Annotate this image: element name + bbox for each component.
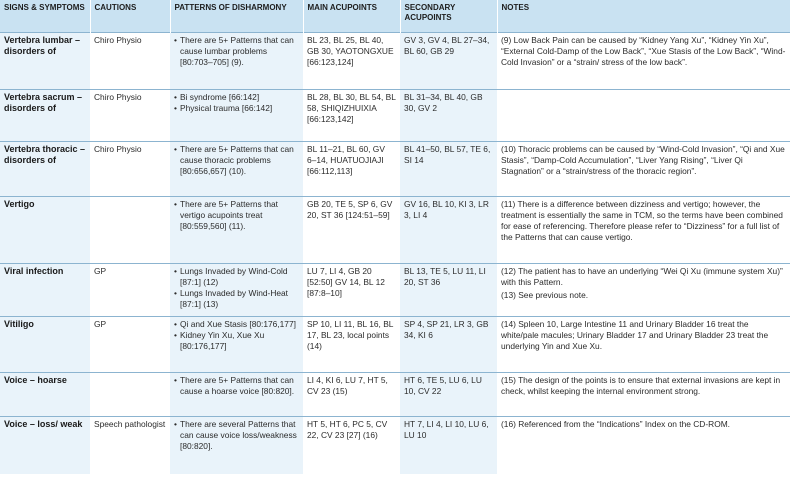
main-acupoints-cell: HT 5, HT 6, PC 5, CV 22, CV 23 [27] (16) [303,416,400,474]
table-row [0,416,790,474]
main-acupoints-cell: SP 10, LI 11, BL 16, BL 17, BL 23, local points (14) [303,316,400,372]
secondary-acupoints-cell: SP 4, SP 21, LR 3, GB 34, KI 6 [400,316,497,372]
secondary-acupoints-cell: HT 6, TE 5, LU 6, LU 10, CV 22 [400,372,497,416]
cautions-cell [90,196,170,263]
pattern-item: • Kidney Yin Xu, Xue Xu [80:176,177] [174,330,299,352]
sign-cell: Vertebra sacrum – disorders of [0,89,90,141]
cautions-cell: Chiro Physio [90,32,170,89]
notes-cell [497,32,790,89]
note-text: (13) See previous note. [501,289,589,300]
cautions-cell: GP [90,316,170,372]
secondary-acupoints-cell: BL 31–34, BL 40, GB 30, GV 2 [400,89,497,141]
secondary-acupoints-cell: HT 7, LI 4, LI 10, LU 6, LU 10 [400,416,497,474]
cautions-cell: Speech pathologist [90,416,170,474]
main-acupoints-cell: BL 23, BL 25, BL 40, GB 30, YAOTONGXUE [66:123,124] [303,32,400,89]
sign-cell: Vertebra lumbar – disorders of [0,32,90,89]
sign-cell: Vertebra thoracic – disorders of [0,141,90,196]
main-acupoints-cell: LI 4, KI 6, LU 7, HT 5, CV 23 (15) [303,372,400,416]
pattern-item: • Bi syndrome [66:142] [174,92,299,103]
table-row [0,141,790,196]
patterns-cell [170,89,303,141]
patterns-cell [170,263,303,316]
table-row [0,372,790,416]
table-row [0,32,790,89]
main-acupoints-cell: GB 20, TE 5, SP 6, GV 20, ST 36 [124:51–59] [303,196,400,263]
note-text: (11) There is a difference between dizziness and vertigo; however, the treatment is essentially the same in TCM, so the terms have been combined for ease of referencing. Therefore please refer to “Dizziness” for a full list of the Patterns that can cause vertigo. [501,198,783,242]
note-text: (9) Low Back Pain can be caused by “Kidney Yang Xu”, “Kidney Yin Xu”, “External Cold-Damp of the Low Back”, “Xue Stasis of the Low Back”, “Wind-Cold Invasion” or a “strain/ stress of the low back”. [501,34,786,67]
patterns-cell [170,316,303,372]
patterns-cell [170,196,303,263]
pattern-item: • Lungs Invaded by Wind-Cold [87:1] (12) [174,266,299,288]
table-row [0,196,790,263]
table-row [0,89,790,141]
sign-cell: Voice – loss/ weak [0,416,90,474]
pattern-item: • There are 5+ Patterns that vertigo acupoints treat [80:559,560] (11). [174,199,299,232]
note-text: (16) Referenced from the “Indications” Index on the CD-ROM. [501,418,731,429]
sign-cell: Voice – hoarse [0,372,90,416]
notes-cell [497,141,790,196]
secondary-acupoints-cell: BL 41–50, BL 57, TE 6, SI 14 [400,141,497,196]
patterns-cell [170,141,303,196]
patterns-cell [170,32,303,89]
sign-cell: Vertigo [0,196,90,263]
pattern-item: • Lungs Invaded by Wind-Heat [87:1] (13) [174,288,299,310]
cautions-cell: GP [90,263,170,316]
header-secondary-acupoints: SECONDARY ACUPOINTS [400,0,497,32]
cautions-cell: Chiro Physio [90,141,170,196]
header-patterns: PATTERNS OF DISHARMONY [170,0,303,32]
pattern-item: • There are 5+ Patterns that can cause lumbar problems [80:703–705] (9). [174,35,299,68]
note-text: (14) Spleen 10, Large Intestine 11 and Urinary Bladder 16 treat the white/pale macules; Urinary Bladder 17 and Urinary Bladder 23 treat the underlying Yin and Xue Xu. [501,318,769,351]
notes-cell [497,372,790,416]
pattern-item: • There are 5+ Patterns that can cause a hoarse voice [80:820]. [174,375,299,397]
patterns-cell [170,416,303,474]
note-text: (15) The design of the points is to ensure that external invasions are kept in check, whilst keeping the internal environment strong. [501,374,781,396]
pattern-item: • There are several Patterns that can cause voice loss/weakness [80:820]. [174,419,299,452]
main-acupoints-cell: BL 11–21, BL 60, GV 6–14, HUATUOJIAJI [66:112,113] [303,141,400,196]
secondary-acupoints-cell: GV 3, GV 4, BL 27–34, BL 60, GB 29 [400,32,497,89]
pattern-item: • There are 5+ Patterns that can cause thoracic problems [80:656,657] (10). [174,144,299,177]
note-text: (12) The patient has to have an underlying “Wei Qi Xu (immune system Xu)” with this Pattern. [501,265,783,287]
main-acupoints-cell: LU 7, LI 4, GB 20 [52:50] GV 14, BL 12 [87:8–10] [303,263,400,316]
sign-cell: Viral infection [0,263,90,316]
header-main-acupoints: MAIN ACUPOINTS [303,0,400,32]
main-acupoints-cell: BL 28, BL 30, BL 54, BL 58, SHIQIZHUIXIA [66:123,142] [303,89,400,141]
notes-cell [497,89,790,141]
note-text: (10) Thoracic problems can be caused by “Wind-Cold Invasion”, “Qi and Xue Stasis”, “Damp-Cold Accumulation”, “Liver Yang Rising”, “Liver Qi Stagnation” or a “strain/stress of the thoracic region”. [501,143,785,176]
cautions-cell: Chiro Physio [90,89,170,141]
patterns-cell [170,372,303,416]
notes-cell [497,196,790,263]
notes-cell [497,416,790,474]
notes-cell [497,316,790,372]
table-row [0,316,790,372]
pattern-item: • Physical trauma [66:142] [174,103,299,114]
cautions-cell [90,372,170,416]
secondary-acupoints-cell: GV 16, BL 10, KI 3, LR 3, LI 4 [400,196,497,263]
header-notes: NOTES [497,0,790,32]
table-row [0,263,790,316]
notes-cell [497,263,790,316]
table-header-row [0,0,790,32]
header-cautions: CAUTIONS [90,0,170,32]
header-signs: SIGNS & SYMPTOMS [0,0,90,32]
sign-cell: Vitiligo [0,316,90,372]
pattern-item: • Qi and Xue Stasis [80:176,177] [174,319,299,330]
secondary-acupoints-cell: BL 13, TE 5, LU 11, LI 20, ST 36 [400,263,497,316]
